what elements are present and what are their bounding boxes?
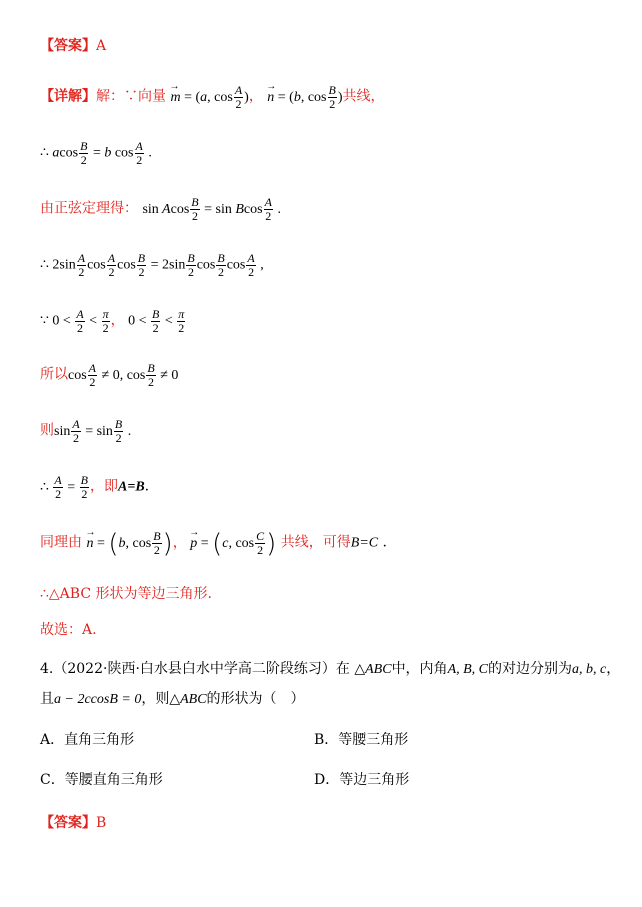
answer-tag-2: 【答案】	[40, 815, 96, 831]
eq-2: 由正弦定理得： sin Acos $\frac{B}{2}$ = sin Bcos $\frac{A}{2}$ .	[40, 195, 281, 223]
eq-5: 所以cos $\frac{A}{2}$ ≠ 0, cos $\frac{B}{2}$ ≠ 0	[40, 361, 179, 389]
eq-3: ∴ 2sin $\frac{A}{2}$ cos $\frac{A}{2}$ cos $\frac{B}{2}$ = 2sin $\frac{B}{2}$ cos $\frac{B}{2}$ cos $\frac{A}{2}$ ,	[40, 251, 264, 279]
same-collinear: 共线，可得	[280, 534, 351, 551]
detail-tag: 【详解】	[40, 88, 96, 105]
answer-line-1	[40, 36, 106, 56]
detail-comma: ，	[248, 88, 263, 105]
same-text: 同理由	[40, 534, 82, 551]
question-condition: a − 2ccosB = 0	[54, 692, 142, 707]
question-angles: A, B, C	[447, 662, 489, 677]
vector-n-expr: → n = (b, cos $\frac{B}{2}$ )	[267, 90, 342, 105]
question-mid2: 的对边分别为	[488, 661, 573, 677]
option-b[interactable]: B．等腰三角形	[314, 732, 409, 748]
eq-7: ∴ $\frac{A}{2}$ = $\frac{B}{2}$ ，即A=B.	[40, 473, 150, 501]
ie-text: ，即	[90, 478, 119, 495]
question-line2b: ，则	[141, 691, 170, 707]
question-mid: 中，内角	[391, 661, 448, 677]
so-text: 所以	[40, 366, 68, 383]
question-line2a: 且	[40, 691, 54, 707]
sine-theorem-text: 由正弦定理得：	[40, 200, 138, 217]
question-number: 4.	[40, 661, 54, 677]
detail-lead: 解：∵向量	[96, 88, 166, 105]
option-d[interactable]: D．等边三角形	[314, 772, 410, 788]
option-a[interactable]: A．直角三角形	[40, 732, 135, 748]
question-triangle: △ABC	[354, 662, 392, 677]
question-line-2	[40, 689, 305, 710]
answer-value-2: B	[96, 815, 107, 831]
question-line-1	[40, 659, 620, 680]
detail-collinear: 共线，	[342, 88, 385, 105]
then-text: 则	[40, 422, 54, 439]
ie-result: A=B	[118, 479, 145, 495]
option-c[interactable]: C．等腰直角三角形	[40, 772, 163, 788]
answer-value: A	[96, 38, 107, 54]
eq-4: ∵ 0 < $\frac{A}{2}$ < $\frac{\pi}{2}$ ， 0 < $\frac{B}{2}$ < $\frac{\pi}{2}$	[40, 307, 185, 335]
eq-8: 同理由 → n = (b, cos $\frac{B}{2}$ )， → p = (c, cos $\frac{C}{2}$ ) 共线，可得B=C .	[40, 530, 387, 557]
answer-line-2	[40, 813, 106, 833]
choose-line: 故选：A.	[40, 622, 97, 638]
eq-6: 则sin $\frac{A}{2}$ = sin $\frac{B}{2}$ .	[40, 417, 132, 445]
question-line2c: 的形状为（ ）	[206, 691, 305, 707]
question-source: （2022·陕西·白水县白水中学高二阶段练习）在	[53, 661, 350, 677]
eq-1: ∴ acos $\frac{B}{2}$ = b cos $\frac{A}{2}$ .	[40, 139, 152, 167]
question-triangle-2: △ABC	[169, 692, 207, 707]
question-end: ，	[606, 661, 621, 677]
detail-line	[40, 84, 385, 111]
conclusion: ∴△ABC 形状为等边三角形.	[40, 586, 212, 602]
answer-tag: 【答案】	[40, 38, 96, 54]
same-result: B=C	[350, 535, 379, 551]
question-sides: a, b, c	[572, 662, 607, 677]
vector-m-expr: → m = (a, cos $\frac{A}{2}$ )	[170, 90, 248, 105]
